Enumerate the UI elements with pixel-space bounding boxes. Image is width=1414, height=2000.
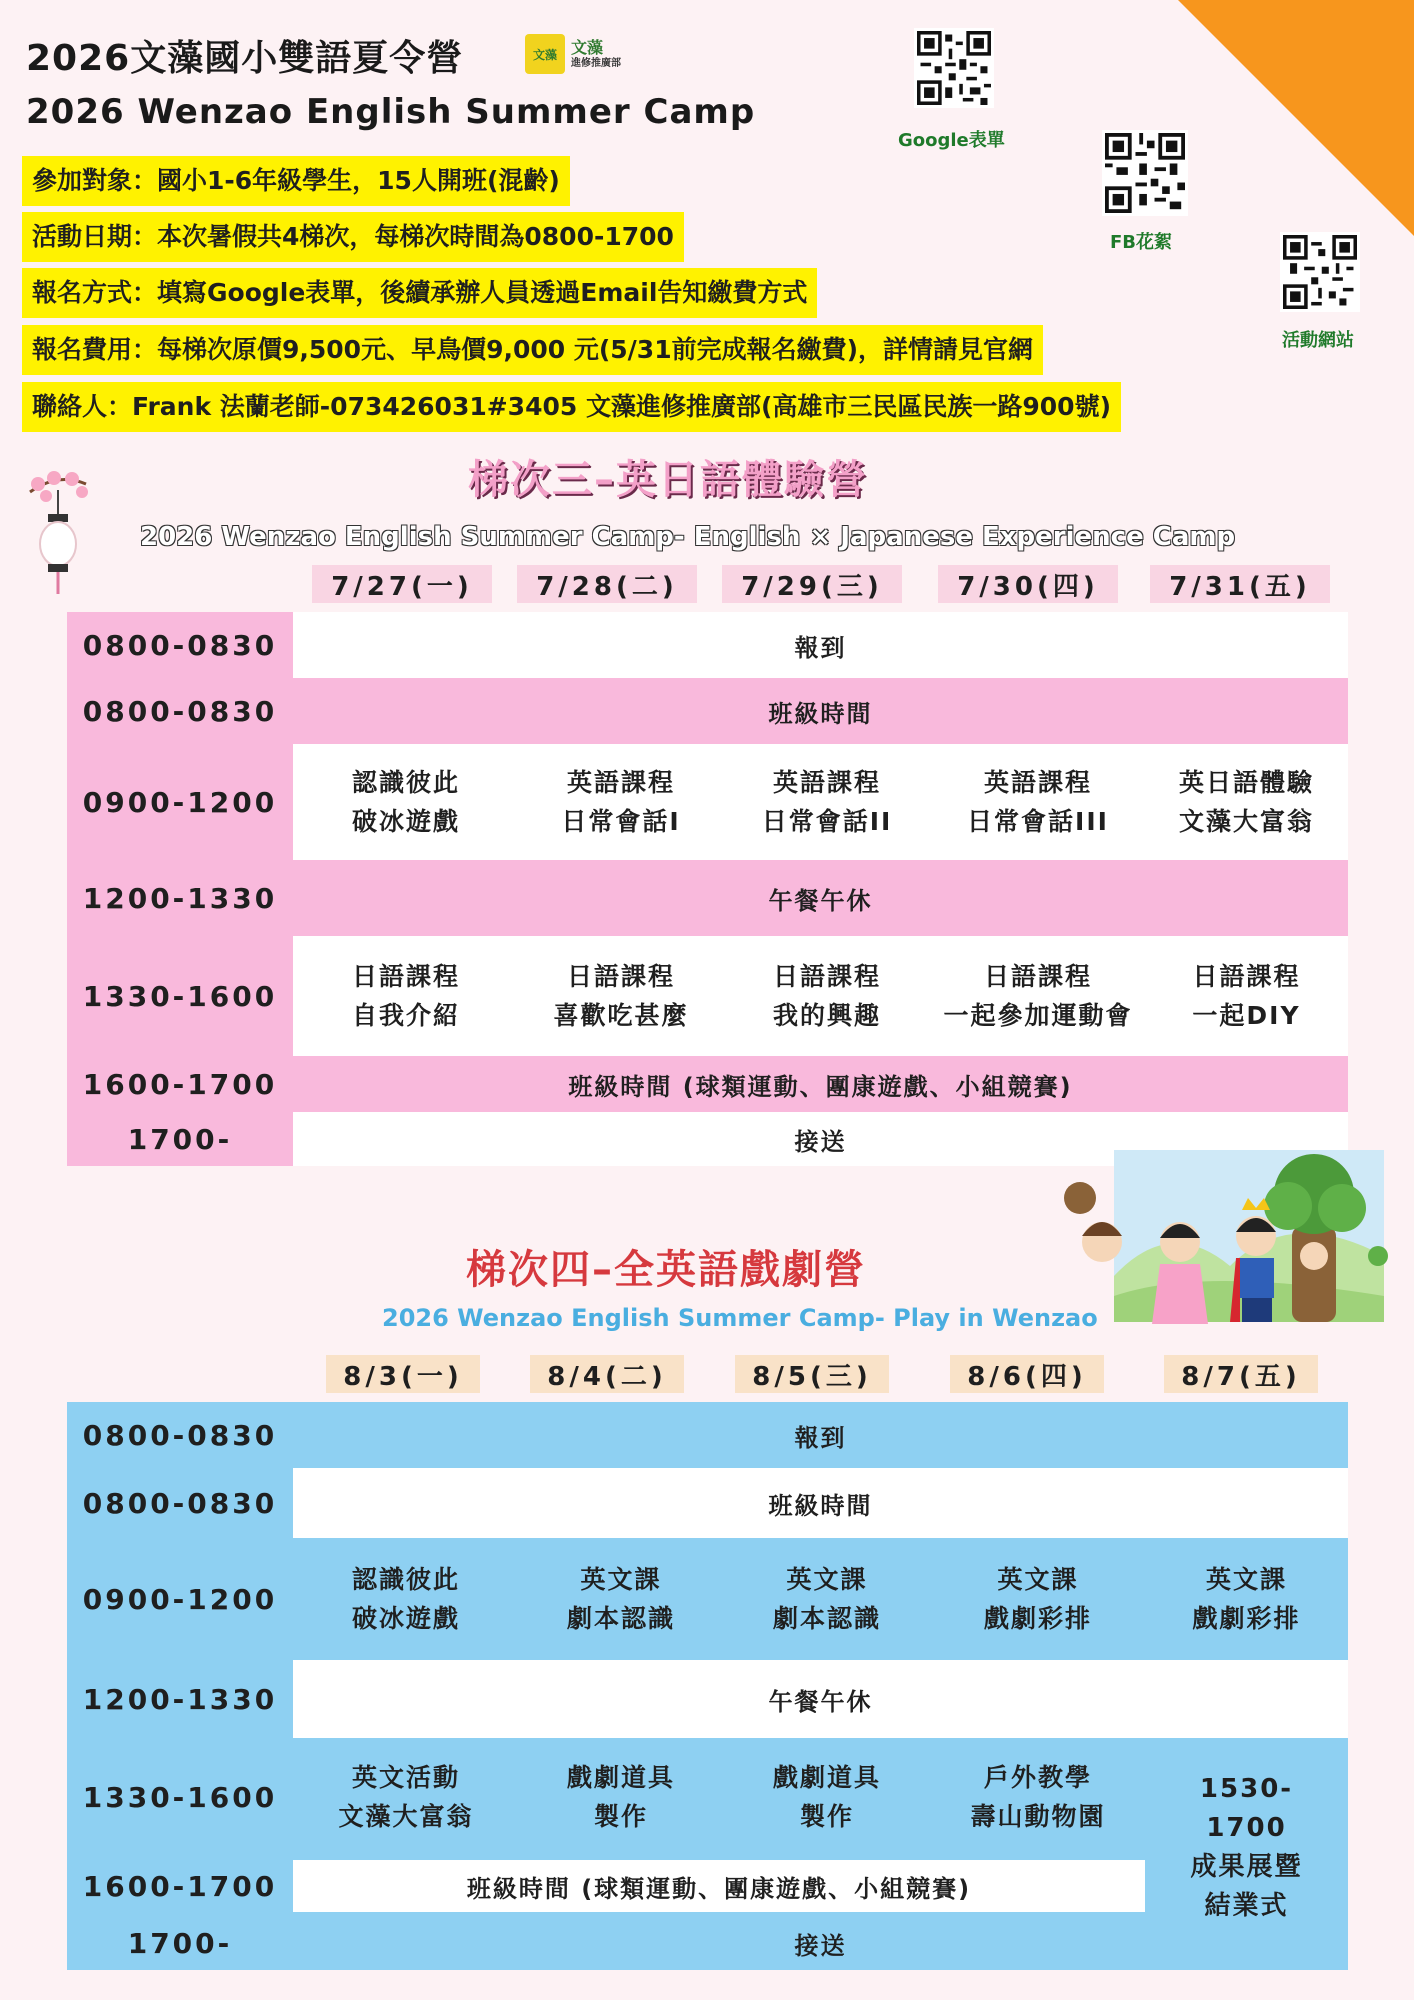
time-cell: 1330-1600 — [67, 1738, 293, 1856]
activity-cell: 午餐午休 — [293, 860, 1348, 936]
time-cell: 0800-0830 — [67, 1402, 293, 1468]
title-en: 2026 Wenzao English Summer Camp — [26, 92, 756, 132]
activity-cell: 戲劇道具 製作 — [566, 1763, 675, 1831]
session3-day-3: 7/29(三) — [722, 565, 902, 603]
session3-day-4: 7/30(四) — [938, 565, 1118, 603]
activity-cell: 接送 — [293, 1916, 1348, 1970]
activity-cell: 認識彼此 破冰遊戲 — [351, 768, 460, 836]
session3-schedule-table — [67, 612, 1348, 1166]
session4-schedule-table — [67, 1402, 1348, 1970]
logo-line2: 進修推廣部 — [571, 57, 621, 69]
session4-day-1: 8/3(一) — [326, 1355, 480, 1393]
session4-day-4: 8/6(四) — [950, 1355, 1104, 1393]
session4-day-2: 8/4(二) — [530, 1355, 684, 1393]
session4-title: 梯次四–全英語戲劇營 — [466, 1247, 866, 1293]
activity-cell: 日語課程 一起DIY — [1192, 962, 1301, 1030]
activity-cell: 報到 — [293, 612, 1348, 678]
activity-cell: 日語課程 一起參加運動會 — [943, 962, 1133, 1030]
session4-day-5: 8/7(五) — [1164, 1355, 1318, 1393]
table-row — [67, 936, 1348, 1056]
activity-cell: 英文課 劇本認識 — [772, 1565, 881, 1633]
logo — [525, 34, 621, 74]
session3-title: 梯次三–英日語體驗營 — [468, 457, 868, 503]
activity-cell: 日語課程 喜歡吃甚麼 — [553, 962, 689, 1030]
info-registration: 報名方式：填寫Google表單，後續承辦人員透過Email告知繳費方式 — [22, 268, 817, 318]
activity-cell: 英文課 劇本認識 — [566, 1565, 675, 1633]
session4-subtitle: 2026 Wenzao English Summer Camp- Play in Wenzao — [382, 1304, 1098, 1332]
session3-subtitle: 2026 Wenzao English Summer Camp- English × Japanese Experience Camp — [140, 522, 1236, 552]
activity-cell: 接送 — [293, 1112, 1348, 1166]
table-row — [67, 1468, 1348, 1538]
time-cell: 1330-1600 — [67, 936, 293, 1056]
fb-label: FB花絮 — [1110, 232, 1173, 253]
table-row — [67, 1056, 1348, 1112]
website-label: 活動網站 — [1282, 330, 1354, 351]
activity-cell: 報到 — [293, 1402, 1348, 1468]
table-row — [67, 860, 1348, 936]
activity-cell: 英日語體驗 文藻大富翁 — [1178, 768, 1314, 836]
time-cell: 0900-1200 — [67, 1538, 293, 1660]
info-fee: 報名費用：每梯次原價9,500元、早鳥價9,000 元(5/31前完成報名繳費)，詳情請見官網 — [22, 325, 1043, 375]
activity-cell: 英語課程 日常會話I — [561, 768, 681, 836]
info-audience: 參加對象：國小1-6年級學生，15人開班(混齡) — [22, 156, 570, 206]
activity-cell: 認識彼此 破冰遊戲 — [351, 1565, 460, 1633]
finale-cell: 1530- 1700 成果展暨 結業式 — [1190, 1774, 1303, 1921]
google-form-label: Google表單 — [898, 130, 1005, 151]
time-cell: 0800-0830 — [67, 678, 293, 744]
activity-cell: 班級時間 — [293, 1468, 1348, 1538]
time-cell: 0900-1200 — [67, 744, 293, 860]
activity-cell: 日語課程 自我介紹 — [351, 962, 460, 1030]
activity-cell: 班級時間 (球類運動、團康遊戲、小組競賽) — [293, 1056, 1348, 1112]
corner-decoration — [1170, 0, 1414, 240]
time-cell: 1200-1330 — [67, 860, 293, 936]
table-row — [67, 1402, 1348, 1468]
logo-line1: 文藻 — [571, 38, 604, 58]
title-zh: 2026文藻國小雙語夏令營 — [26, 38, 464, 79]
time-cell: 1700- — [67, 1112, 293, 1166]
table-row — [67, 612, 1348, 678]
time-cell: 1600-1700 — [67, 1856, 293, 1916]
activity-cell: 戲劇道具 製作 — [772, 1763, 881, 1831]
activity-cell: 英文課 戲劇彩排 — [983, 1565, 1092, 1633]
activity-cell: 英文課 戲劇彩排 — [1192, 1565, 1301, 1633]
session4-day-3: 8/5(三) — [735, 1355, 889, 1393]
table-row — [67, 678, 1348, 744]
table-row — [67, 1538, 1348, 1660]
info-dates: 活動日期：本次暑假共4梯次，每梯次時間為0800-1700 — [22, 212, 684, 262]
activity-cell: 英文活動 文藻大富翁 — [338, 1763, 474, 1831]
activity-cell: 班級時間 (球類運動、團康遊戲、小組競賽) — [293, 1860, 1145, 1912]
sakura-lantern-illustration — [28, 470, 88, 606]
table-row — [67, 744, 1348, 860]
time-cell: 0800-0830 — [67, 1468, 293, 1538]
activity-cell: 英語課程 日常會話II — [761, 768, 893, 836]
activity-cell: 班級時間 — [293, 678, 1348, 744]
info-contact: 聯絡人：Frank 法蘭老師-073426031#3405 文藻進修推廣部(高雄市三民區民族一路900號) — [22, 382, 1121, 432]
time-cell: 0800-0830 — [67, 612, 293, 678]
session3-day-5: 7/31(五) — [1150, 565, 1330, 603]
time-cell: 1700- — [67, 1916, 293, 1970]
time-cell: 1200-1330 — [67, 1660, 293, 1738]
logo-mark: 文藻 — [525, 34, 565, 74]
activity-cell: 日語課程 我的興趣 — [772, 962, 881, 1030]
session3-day-2: 7/28(二) — [517, 565, 697, 603]
drama-characters-illustration — [1060, 1146, 1400, 1336]
session3-day-1: 7/27(一) — [312, 565, 492, 603]
fb-qr-code[interactable] — [1102, 130, 1188, 216]
google-form-qr-code[interactable] — [914, 28, 994, 108]
activity-cell: 午餐午休 — [293, 1660, 1348, 1738]
activity-cell: 英語課程 日常會話III — [967, 768, 1109, 836]
table-row — [67, 1660, 1348, 1738]
activity-cell: 戶外教學 壽山動物園 — [970, 1763, 1106, 1831]
website-qr-code[interactable] — [1280, 232, 1360, 312]
time-cell: 1600-1700 — [67, 1056, 293, 1112]
